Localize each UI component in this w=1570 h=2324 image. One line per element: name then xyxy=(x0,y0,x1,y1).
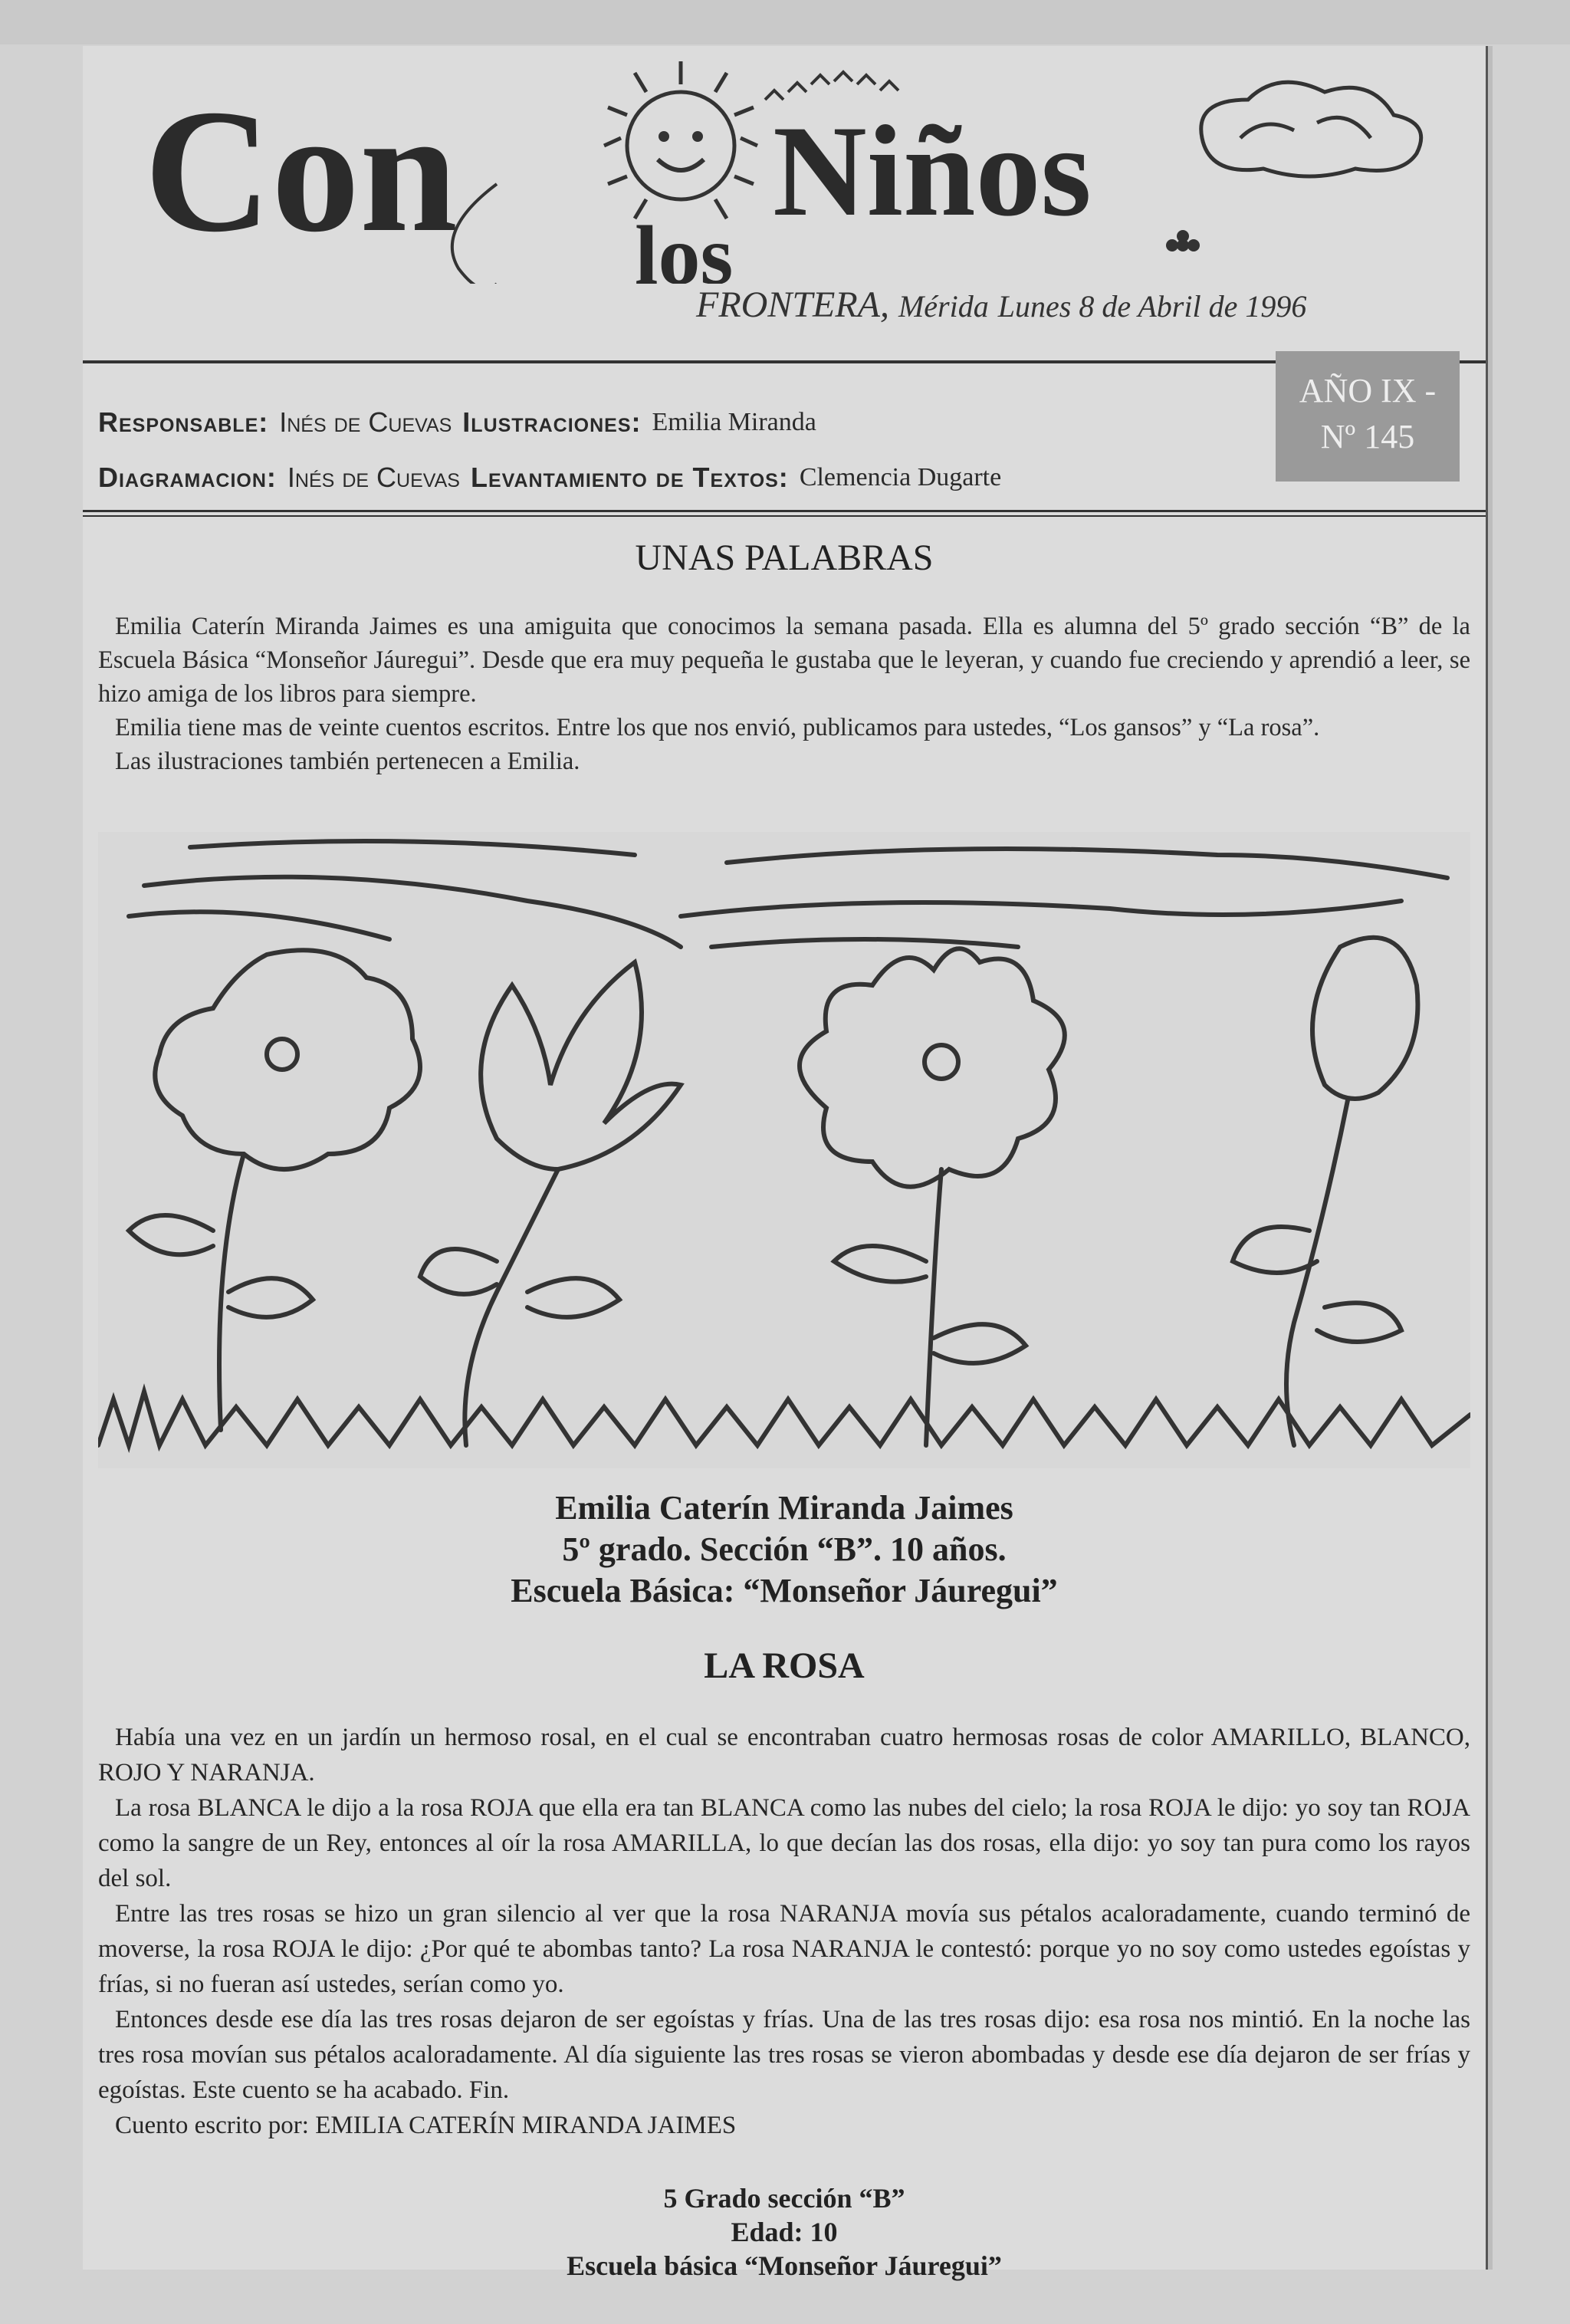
diagramacion-value: Inés de Cuevas xyxy=(287,462,460,493)
levantamiento-value: Clemencia Dugarte xyxy=(799,463,1002,491)
cloud-icon xyxy=(1201,82,1421,176)
author-name: Emilia Caterín Miranda Jaimes xyxy=(555,1489,1013,1527)
story-paragraph: La rosa BLANCA le dijo a la rosa ROJA que ella era tan BLANCA como las nubes del cielo; la rosa ROJA le dijo: yo soy tan ROJA como la sangre de un Rey, entonces al oír la rosa AMARILLA, lo que decían las dos rosas, ella dijo: yo soy tan pura como los rayos del sol. xyxy=(98,1794,1470,1892)
credits-row-2 xyxy=(98,450,1325,505)
flower-icon xyxy=(800,948,1065,1445)
author-grade: 5º grado. Sección “B”. 10 años. xyxy=(562,1530,1007,1568)
intro-paragraph: Emilia tiene mas de veinte cuentos escritos. Entre los que nos envió, publicamos para ustedes, “Los gansos” y “La rosa”. xyxy=(115,714,1320,741)
author-school: Escuela Básica: “Monseñor Jáuregui” xyxy=(511,1572,1058,1609)
birds-icon xyxy=(765,72,898,100)
intro-paragraph: Las ilustraciones también pertenecen a Emilia. xyxy=(115,748,580,775)
story-paragraph: Entre las tres rosas se hizo un gran silencio al ver que la rosa NARANJA movía sus pétalos acaloradamente, cuando terminó de moverse, la rosa ROJA le dijo: ¿Por qué te abombas tanto? La rosa NARANJA le contestó: porque yo no soy como ustedes egoístas y frías, si no fueran así ustedes, serían como yo. xyxy=(98,1900,1470,1998)
signoff-block xyxy=(83,2181,1486,2283)
credits-rule-thin xyxy=(83,515,1486,517)
small-flower-icon xyxy=(1166,230,1200,251)
credits-row-1 xyxy=(98,395,1325,450)
flowers-illustration xyxy=(98,832,1470,1468)
author-caption xyxy=(83,1487,1486,1612)
cloud-scribble xyxy=(681,849,1447,947)
responsable-value: Inés de Cuevas xyxy=(279,406,452,438)
story-paragraph: Había una vez en un jardín un hermoso rosal, en el cual se encontraban cuatro hermosas rosas de color AMARILLO, BLANCO, ROJO Y NARANJA. xyxy=(98,1724,1470,1787)
scan-background-strip xyxy=(0,0,1570,44)
sun-icon xyxy=(604,61,757,219)
story-text xyxy=(98,1720,1470,2143)
levantamiento-label: Levantamiento de Textos: xyxy=(470,462,789,493)
intro-title: UNAS PALABRAS xyxy=(635,537,934,578)
issue-number: Nº 145 xyxy=(1320,418,1415,455)
flower-icon xyxy=(420,962,681,1445)
responsable-label: Responsable: xyxy=(98,406,269,438)
diagramacion-label: Diagramacion: xyxy=(98,462,277,493)
signoff-grade: 5 Grado sección “B” xyxy=(663,2183,905,2214)
issue-year: AÑO IX - xyxy=(1299,372,1437,409)
masthead-logo xyxy=(98,54,1470,284)
dateline-date: Lunes 8 de Abril de 1996 xyxy=(997,289,1307,324)
dateline-city: FRONTERA, xyxy=(696,284,889,325)
flowers-drawing xyxy=(98,832,1470,1468)
dateline xyxy=(696,284,1463,326)
flower-icon xyxy=(129,950,420,1430)
story-title: LA ROSA xyxy=(704,1645,865,1686)
ilustraciones-label: Ilustraciones: xyxy=(462,406,642,438)
logo-word-ninos: Niños xyxy=(773,99,1092,243)
signoff-school: Escuela básica “Monseñor Jáuregui” xyxy=(567,2250,1002,2281)
intro-paragraph: Emilia Caterín Miranda Jaimes es una amiguita que conocimos la semana pasada. Ella es alumna del 5º grado sección “B” de la Escuela Básica “Monseñor Jáuregui”. Desde que era muy pequeña le gustaba que le leyeran, y cuando fue creciendo y aprendió a leer, se hizo amiga de los libros para siempre. xyxy=(98,613,1470,708)
signoff-age: Edad: 10 xyxy=(731,2217,838,2247)
ilustraciones-value: Emilia Miranda xyxy=(652,408,816,436)
grass-scribble xyxy=(98,1392,1470,1445)
intro-text xyxy=(98,610,1470,778)
credits-block xyxy=(98,395,1325,505)
credits-rule xyxy=(83,510,1486,512)
newspaper-clipping xyxy=(83,46,1488,2281)
dateline-place: Mérida xyxy=(898,289,989,324)
logo-word-con: Con xyxy=(144,73,458,268)
story-paragraph: Entonces desde ese día las tres rosas dejaron de ser egoístas y frías. Una de las tres rosas dijo: esa rosa nos mintió. En la noche las tres rosa movían sus pétalos acaloradamente. Al día siguiente las tres rosas se vieron abombadas y desde ese día dejaron de ser frías y egoístas. Este cuento se ha acabado. Fin. xyxy=(98,2006,1470,2104)
logo-word-los: los xyxy=(635,209,734,284)
masthead xyxy=(98,54,1470,353)
flower-icon xyxy=(1233,938,1417,1445)
story-credit: Cuento escrito por: EMILIA CATERÍN MIRANDA JAIMES xyxy=(115,2112,737,2139)
issue-badge xyxy=(1276,351,1460,482)
cloud-scribble xyxy=(129,841,681,947)
